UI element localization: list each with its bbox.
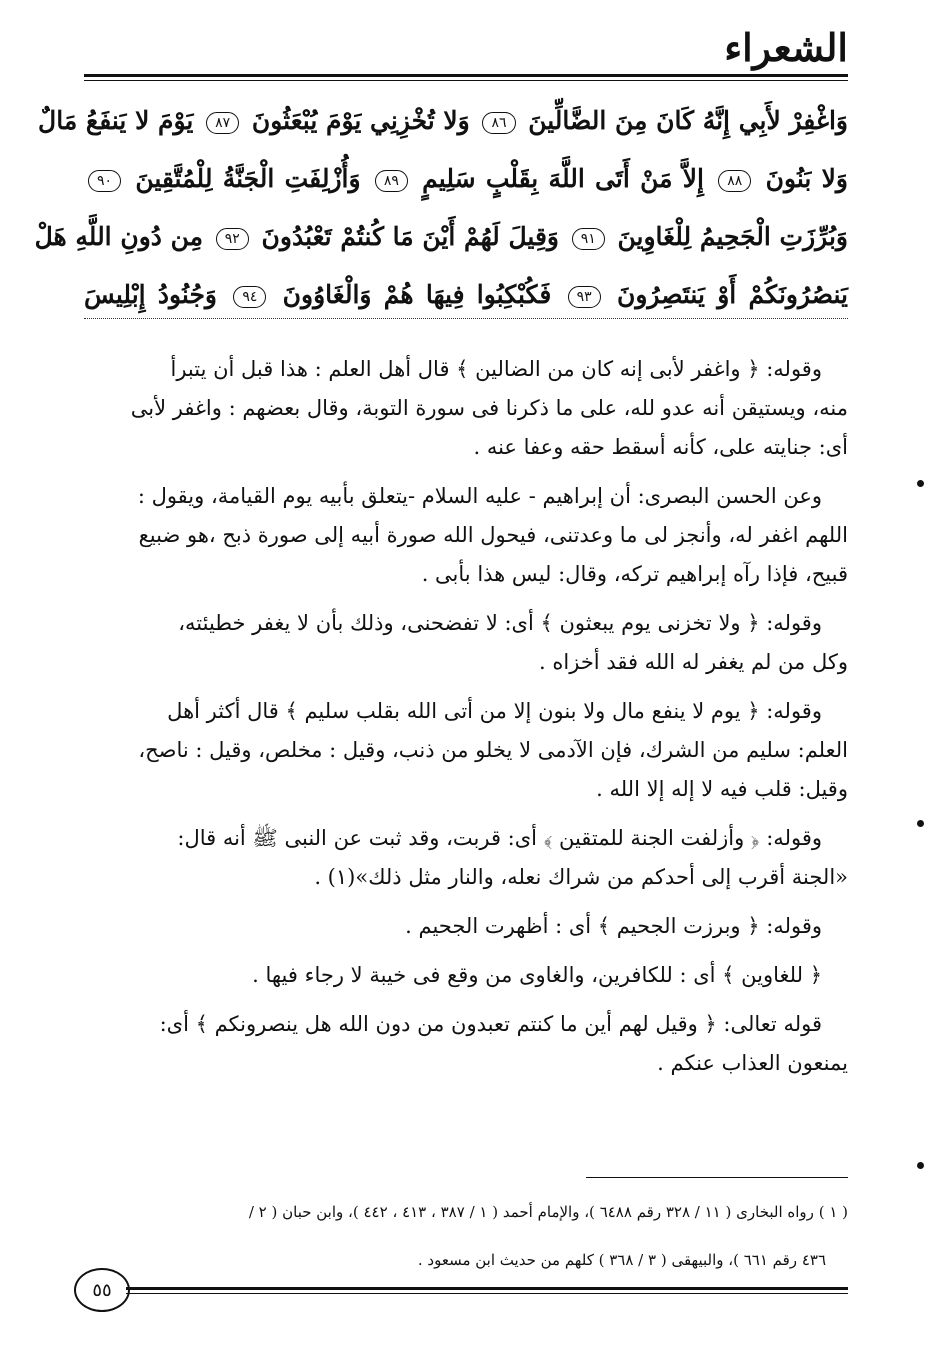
footnote-line: ( ١ ) رواه البخارى ( ١١ / ٣٢٨ رقم ٦٤٨٨ )، والإمام أحمد ( ١ / ٣٨٧ ، ٤١٣ ، ٤٤٢ )، وابن حبان ( ٢ / bbox=[248, 1203, 848, 1221]
quran-verses bbox=[34, 92, 848, 324]
text-line: وكل من لم يغفر له الله فقد أخزاه . bbox=[539, 650, 848, 674]
verse-number: ٩٤ bbox=[233, 286, 266, 308]
text-line: منه، ويستيقن أنه عدو لله، على ما ذكرنا فى سورة التوبة، وقال بعضهم : واغفر لأبى bbox=[130, 396, 848, 420]
verse-number: ٨٧ bbox=[206, 112, 239, 134]
verse-divider bbox=[84, 318, 848, 319]
footnote-line: ٤٣٦ رقم ٦٦١ )، والبيهقى ( ٣ / ٣٦٨ ) كلهم من حديث ابن مسعود . bbox=[417, 1251, 826, 1269]
text-line: وقيل: قلب فيه لا إله إلا الله . bbox=[596, 777, 848, 801]
paragraph bbox=[84, 1005, 848, 1083]
header-rule-thin bbox=[84, 80, 848, 81]
verse-line bbox=[84, 150, 848, 208]
text-line: أى: جنايته على، كأنه أسقط حقه وعفا عنه . bbox=[473, 435, 848, 459]
verse-text: مِن دُونِ اللَّهِ هَلْ bbox=[34, 222, 204, 251]
text-line: اللهم اغفر له، وأنجز لى ما وعدتنى، فيحول الله صورة أبيه إلى صورة ذبح ،هو ضبيع bbox=[138, 523, 848, 547]
verse-text: وَلا تُخْزِنِي يَوْمَ يُبْعَثُونَ bbox=[251, 106, 470, 135]
paragraph bbox=[84, 819, 848, 897]
footnotes bbox=[84, 1188, 848, 1284]
verse-line bbox=[34, 208, 848, 266]
verse-number: ٩٢ bbox=[216, 228, 249, 250]
paragraph bbox=[84, 604, 848, 682]
text-line: العلم: سليم من الشرك، فإن الآدمى لا يخلو من ذنب، وقيل : مخلص، وقيل : ناصح، bbox=[138, 738, 848, 762]
text-line: وقوله: ﴿ وبرزت الجحيم ﴾ أى : أظهرت الجحيم . bbox=[405, 914, 822, 938]
verse-text: وَأُزْلِفَتِ الْجَنَّةُ لِلْمُتَّقِينَ bbox=[135, 164, 361, 193]
text-line: قبيح، فإذا رآه إبراهيم تركه، وقال: ليس هذا بأبى . bbox=[421, 562, 848, 586]
footer-rule-thin bbox=[126, 1293, 848, 1294]
verse-number: ٩١ bbox=[572, 228, 605, 250]
footer-rule bbox=[126, 1287, 848, 1290]
text-line: «الجنة أقرب إلى أحدكم من شراك نعله، والنار مثل ذلك»(١) . bbox=[314, 865, 848, 889]
paragraph bbox=[84, 477, 848, 594]
text-line: يمنعون العذاب عنكم . bbox=[657, 1051, 848, 1075]
paragraph bbox=[84, 350, 848, 467]
margin-mark bbox=[917, 480, 924, 487]
verse-text: وَجُنُودُ إِبْلِيسَ bbox=[84, 280, 218, 309]
header-rule bbox=[84, 74, 848, 77]
margin-mark bbox=[917, 1162, 924, 1169]
paragraph bbox=[84, 956, 848, 995]
verse-text: وَبُرِّزَتِ الْجَحِيمُ لِلْغَاوِينَ bbox=[617, 222, 848, 251]
verse-number: ٩٣ bbox=[568, 286, 601, 308]
verse-number: ٨٦ bbox=[482, 112, 515, 134]
verse-number: ٨٨ bbox=[718, 170, 751, 192]
text-line: وقوله: ﴿ وأزلفت الجنة للمتقين ﴾ أى: قربت، وقد ثبت عن النبى ﷺ أنه قال: bbox=[177, 826, 822, 850]
text-line: وقوله: ﴿ واغفر لأبى إنه كان من الضالين ﴾ قال أهل العلم : هذا قبل أن يتبرأ bbox=[170, 357, 822, 381]
commentary-text bbox=[84, 350, 848, 1093]
margin-mark bbox=[917, 820, 924, 827]
surah-title: الشعراء bbox=[724, 25, 848, 70]
verse-text: يَوْمَ لا يَنفَعُ مَالٌ bbox=[38, 106, 194, 135]
verse-text: وَقِيلَ لَهُمْ أَيْنَ مَا كُنتُمْ تَعْبُدُونَ bbox=[261, 222, 560, 251]
verse-text: إِلاَّ مَنْ أَتَى اللَّهَ بِقَلْبٍ سَلِيمٍ bbox=[422, 164, 704, 193]
footnote-rule bbox=[586, 1177, 848, 1178]
verse-text: يَنصُرُونَكُمْ أَوْ يَنتَصِرُونَ bbox=[616, 280, 848, 309]
verse-line bbox=[84, 266, 848, 324]
text-line: وعن الحسن البصرى: أن إبراهيم - عليه السلام -يتعلق بأبيه يوم القيامة، ويقول : bbox=[137, 484, 822, 508]
verse-number: ٨٩ bbox=[375, 170, 408, 192]
verse-text: وَاغْفِرْ لأَبِي إِنَّهُ كَانَ مِنَ الضَّالِّينَ bbox=[528, 106, 848, 135]
text-line: ﴿ للغاوين ﴾ أى : للكافرين، والغاوى من وقع فى خيبة لا رجاء فيها . bbox=[252, 963, 822, 987]
text-line: قوله تعالى: ﴿ وقيل لهم أين ما كنتم تعبدون من دون الله هل ينصرونكم ﴾ أى: bbox=[159, 1012, 822, 1036]
verse-line bbox=[38, 92, 848, 150]
page-number: ٥٥ bbox=[74, 1268, 130, 1312]
verse-number: ٩٠ bbox=[88, 170, 121, 192]
verse-text: فَكُبْكِبُوا فِيهَا هُمْ وَالْغَاوُونَ bbox=[282, 280, 552, 309]
paragraph bbox=[84, 907, 848, 946]
verse-text: وَلا بَنُونَ bbox=[765, 164, 848, 193]
text-line: وقوله: ﴿ ولا تخزنى يوم يبعثون ﴾ أى: لا تفضحنى، وذلك بأن لا يغفر خطيئته، bbox=[178, 611, 822, 635]
paragraph bbox=[84, 692, 848, 809]
text-line: وقوله: ﴿ يوم لا ينفع مال ولا بنون إلا من أتى الله بقلب سليم ﴾ قال أكثر أهل bbox=[167, 699, 822, 723]
